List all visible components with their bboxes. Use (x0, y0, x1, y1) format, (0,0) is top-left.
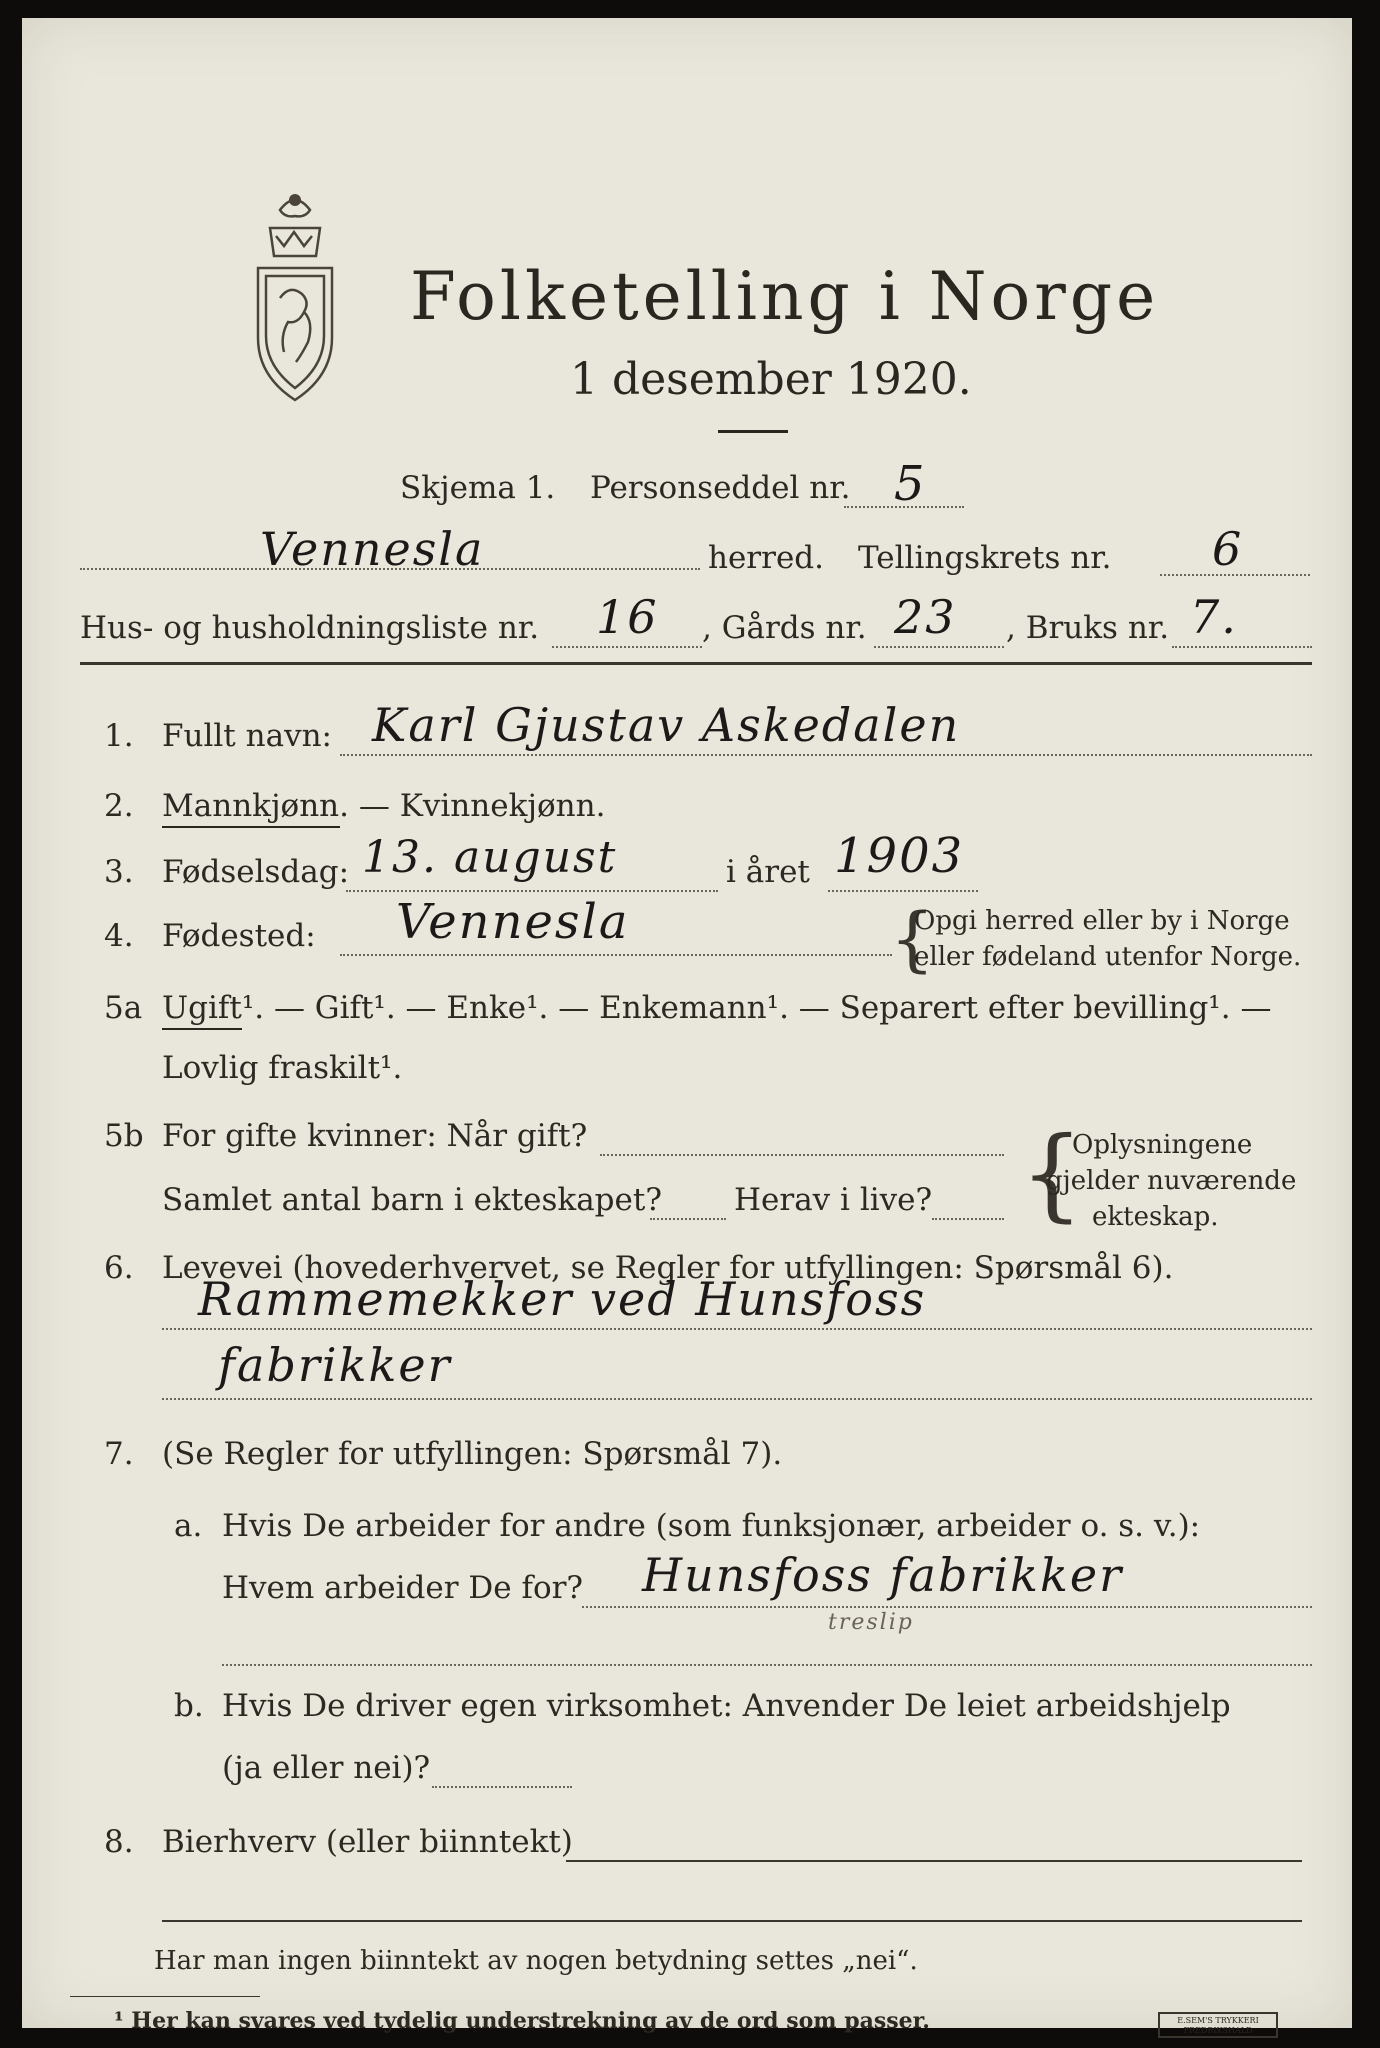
employer-note[interactable]: treslip (828, 1610, 914, 1635)
herred-value[interactable]: Vennesla (260, 522, 485, 576)
q2-options (162, 788, 605, 824)
occupation-value-line1[interactable]: Rammemekker ved Hunsfoss (198, 1272, 927, 1326)
q5b-brace: { (1020, 1115, 1084, 1232)
q7-label: (Se Regler for utfyllingen: Spørsmål 7). (162, 1436, 783, 1472)
birthplace-value[interactable]: Vennesla (396, 894, 630, 950)
q1-label: Fullt navn: (162, 718, 332, 754)
option-male[interactable]: Mannkjønn (162, 788, 340, 824)
footer-note: Har man ingen biinntekt av nogen betydning settes „nei“. (154, 1946, 918, 1976)
q6-dotline2 (162, 1398, 1312, 1400)
gards-value[interactable]: 23 (894, 590, 957, 644)
q4-dotline (340, 954, 892, 956)
q7b-line1: Hvis De driver egen virksomhet: Anvender De leiet arbeidshjelp (222, 1688, 1231, 1724)
printer-stamp (1158, 2012, 1278, 2038)
q5b-when-dotline (600, 1154, 1004, 1156)
q7b-dotline (432, 1786, 572, 1788)
q5b-number: 5b (104, 1118, 144, 1154)
footnote-rule (70, 1996, 260, 1997)
q8-line1 (566, 1860, 1302, 1862)
title-divider (718, 430, 788, 433)
q5b-note1: Oplysningene (1072, 1130, 1253, 1160)
tellingskrets-label: Tellingskrets nr. (858, 540, 1112, 576)
q4-note-line1: Opgi herred eller by i Norge (914, 906, 1290, 936)
q3-year-label: i året (726, 854, 810, 890)
q7a-dotline2 (222, 1664, 1312, 1666)
marital-status-options[interactable]: Ugift¹. — Gift¹. — Enke¹. — Enkemann¹. — Separert efter bevilling¹. — (162, 990, 1272, 1026)
occupation-value-line2[interactable]: fabrikker (218, 1338, 452, 1392)
q2-end: . (595, 788, 606, 824)
q6-dotline1 (162, 1328, 1312, 1330)
herred-label: herred. (708, 540, 824, 576)
q6-label: Levevei (hovederhvervet, se Regler for utfyllingen: Spørsmål 6). (162, 1250, 1174, 1286)
q5b-note2: gjelder nuværende (1046, 1166, 1297, 1196)
personseddel-label: Personseddel nr. (590, 470, 851, 506)
q3-label: Fødselsdag: (162, 854, 350, 890)
header-separator (80, 662, 1312, 665)
q7-number: 7. (104, 1436, 134, 1472)
q5b-alive-label: Herav i live? (734, 1182, 933, 1218)
q5a-number: 5a (104, 990, 143, 1026)
birth-year-value[interactable]: 1903 (834, 828, 965, 884)
q5b-line1: For gifte kvinner: Når gift? (162, 1118, 588, 1154)
q8-line2 (162, 1920, 1302, 1922)
q7a-line1: Hvis De arbeider for andre (som funksjonær, arbeider o. s. v.): (222, 1508, 1201, 1544)
q7a-letter: a. (174, 1508, 203, 1544)
q4-number: 4. (104, 918, 134, 954)
q5b-children-dotline (650, 1218, 726, 1220)
q2-separator: . — (339, 788, 400, 824)
q7b-letter: b. (174, 1688, 204, 1724)
form-title: Folketelling i Norge (410, 258, 1160, 335)
q1-number: 1. (104, 718, 134, 754)
q8-label: Bierhverv (eller biinntekt) (162, 1824, 573, 1860)
census-form-page (22, 18, 1352, 2035)
bruks-value[interactable]: 7. (1190, 590, 1238, 644)
husliste-dotline (552, 646, 702, 648)
bruks-label: , Bruks nr. (1006, 610, 1170, 646)
tellingskrets-value[interactable]: 6 (1212, 522, 1244, 576)
q4-brace: { (890, 898, 935, 980)
bruks-dotline (1172, 646, 1312, 648)
q5b-children-label: Samlet antal barn i ekteskapet? (162, 1182, 662, 1218)
full-name-value[interactable]: Karl Gjustav Askedalen (372, 698, 961, 752)
q5b-note3: ekteskap. (1092, 1202, 1219, 1232)
husliste-value[interactable]: 16 (596, 590, 659, 644)
schema-label: Skjema 1. (400, 470, 556, 506)
q7b-line2: (ja eller nei)? (222, 1750, 431, 1786)
husliste-label: Hus- og husholdningsliste nr. (80, 610, 540, 646)
q4-note-line2: eller fødeland utenfor Norge. (914, 942, 1302, 972)
gards-label: , Gårds nr. (702, 610, 867, 646)
gards-dotline (874, 646, 1004, 648)
q3-year-dotline (828, 890, 978, 892)
printer-city: FREDRIKSHALD (1183, 2026, 1253, 2035)
footnote: ¹ Her kan svares ved tydelig understrekning av de ord som passer. (114, 2008, 930, 2034)
q2-number: 2. (104, 788, 134, 824)
census-date: 1 desember 1920. (570, 354, 972, 405)
ugift-underline (162, 1028, 242, 1030)
q8-number: 8. (104, 1824, 134, 1860)
q7a-line2: Hvem arbeider De for? (222, 1570, 584, 1606)
q7a-dotline (582, 1606, 1312, 1608)
marital-status-options-line2[interactable]: Lovlig fraskilt¹. (162, 1050, 403, 1086)
q3-number: 3. (104, 854, 134, 890)
q6-number: 6. (104, 1250, 134, 1286)
coat-of-arms-emblem (240, 188, 350, 413)
q5b-alive-dotline (932, 1218, 1004, 1220)
personseddel-value[interactable]: 5 (894, 456, 927, 512)
printer-name: E.SEM'S TRYKKERI (1177, 2016, 1259, 2025)
employer-value[interactable]: Hunsfoss fabrikker (642, 1548, 1124, 1602)
q3-dotline (346, 890, 718, 892)
q4-label: Fødested: (162, 918, 316, 954)
q1-dotline (340, 754, 1312, 756)
male-underline (162, 826, 340, 828)
option-female[interactable]: Kvinnekjønn (399, 788, 596, 824)
birthday-value[interactable]: 13. august (362, 832, 618, 883)
